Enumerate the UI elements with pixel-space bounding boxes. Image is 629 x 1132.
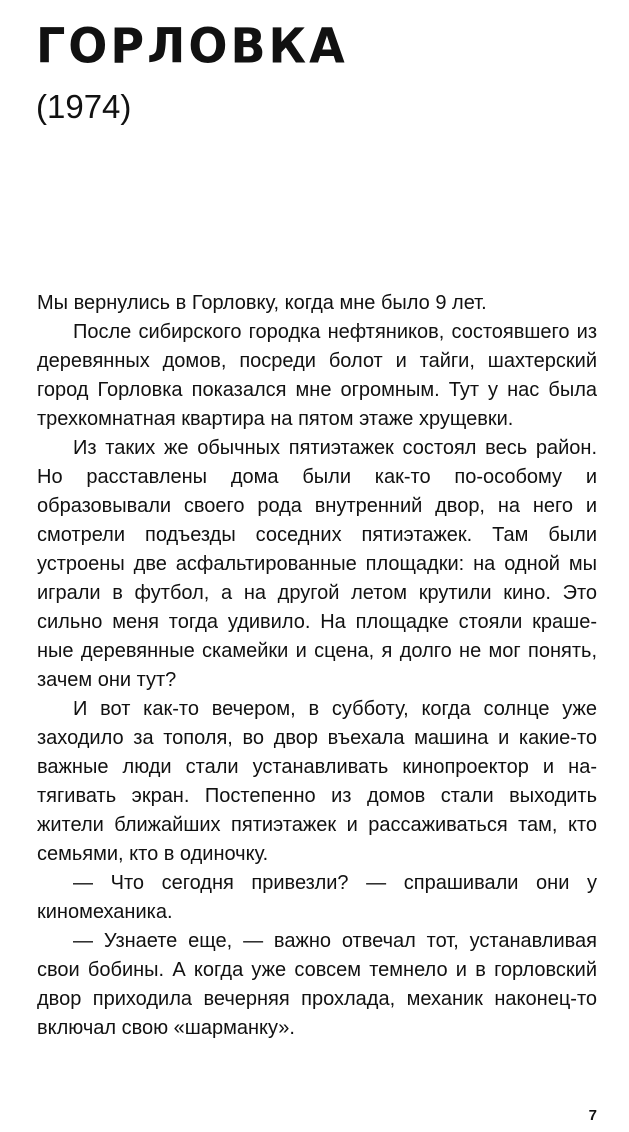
paragraph: И вот как-то вечером, в субботу, когда солнце уже заходило за тополя, во двор въехала машина и какие-то важные люди стали устанавливать кинопроектор и натягивать экран. Постепенно из домов стали выходить жители ближайших пятиэтажек и рассаживаться там, кто семьями, кто в одиночку. (37, 698, 597, 865)
paragraph: — Что сегодня привезли? — спрашивали они у киномеханика. (37, 872, 597, 923)
page-number: 7 (588, 1107, 597, 1124)
paragraph: Из таких же обычных пятиэтажек состоял весь район. Но расставлены дома были как-то по-особому и образовывали своего рода внутренний двор, на него и смотрели подъезды соседних пятиэтажек. Там были устроены две асфальтированные площадки: на одной мы играли в футбол, а на другой летом крутили кино. Это сильно меня тогда удивило. На площадке стояли крашеные деревянные скамейки и сцена, я долго не мог понять, зачем они тут? (37, 437, 597, 691)
paragraph: После сибирского городка нефтяников, состоявшего из деревянных домов, посреди болот и тайги, шахтерский город Горловка показался мне огромным. Тут у нас была трехкомнатная квартира на пятом этаже хрущевки. (37, 321, 597, 430)
paragraph: Мы вернулись в Горловку, когда мне было 9 лет. (37, 292, 487, 314)
paragraph: — Узнаете еще, — важно отвечал тот, устанавливая свои бобины. А когда уже совсем темнело и в горловский двор приходила вечерняя прохлада, механик наконец-то включал свою «шарманку». (37, 930, 597, 1039)
chapter-year: (1974) (36, 88, 132, 125)
chapter-title: ГОРЛОВКА (36, 17, 348, 74)
body-text (37, 289, 597, 1043)
